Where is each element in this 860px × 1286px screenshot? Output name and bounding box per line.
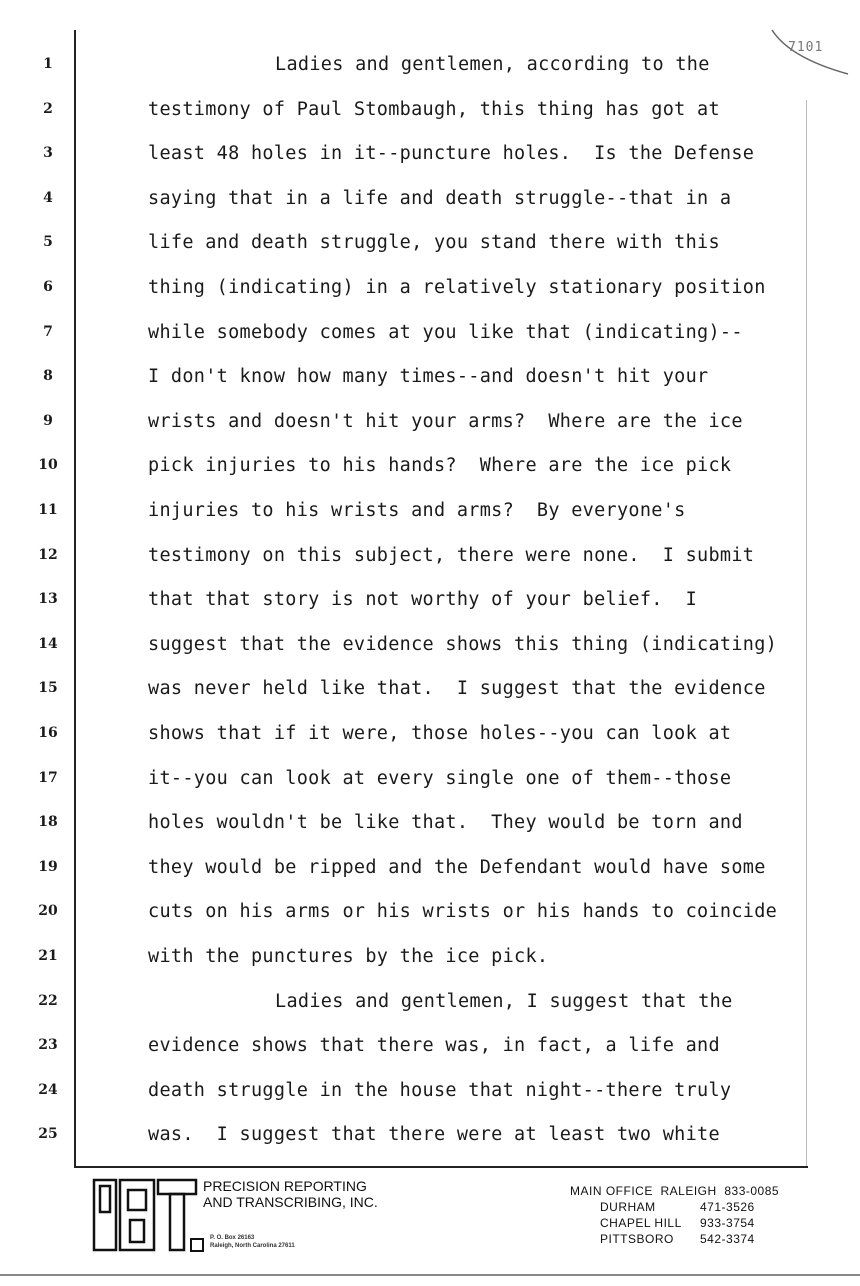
office-city: DURHAM	[600, 1200, 656, 1214]
line-text: injuries to his wrists and arms? By everyone's	[148, 500, 686, 521]
transcript-line	[0, 1076, 860, 1106]
transcript-line	[0, 318, 860, 348]
line-text: pick injuries to his hands? Where are the ice pick	[148, 455, 732, 477]
transcript-line	[0, 273, 860, 303]
bottom-margin-rule	[74, 1166, 808, 1168]
page-number: 7101	[788, 40, 824, 55]
line-text: Ladies and gentlemen, I suggest that the	[275, 990, 733, 1012]
line-number: 14	[38, 635, 58, 652]
pt-logo-icon	[90, 1176, 200, 1254]
line-number: 8	[43, 368, 53, 385]
office-list	[570, 1200, 790, 1246]
firm-address	[210, 1234, 295, 1250]
line-text: suggest that the evidence shows this thing (indicating)	[148, 633, 778, 655]
line-number: 11	[38, 502, 58, 518]
line-number: 20	[38, 903, 58, 920]
line-text: thing (indicating) in a relatively stationary position	[148, 277, 766, 298]
office-phone: 542-3374	[700, 1232, 755, 1246]
page-bottom-rule	[0, 1274, 860, 1276]
transcript-line	[0, 496, 860, 526]
line-number: 2	[43, 100, 53, 117]
transcript-line	[0, 1031, 860, 1061]
line-text: was. I suggest that there were at least two white	[148, 1124, 720, 1146]
line-text: testimony on this subject, there were none. I submit	[148, 544, 755, 566]
transcript-line	[0, 808, 860, 838]
line-text: I don't know how many times--and doesn't hit your	[148, 366, 709, 388]
line-number: 23	[38, 1037, 58, 1054]
line-text: saying that in a life and death struggle--that in a	[148, 187, 732, 209]
office-city: CHAPEL HILL	[600, 1216, 682, 1230]
transcript-line	[0, 719, 860, 749]
office-city: PITTSBORO	[600, 1232, 674, 1246]
line-text: cuts on his arms or his wrists or his hands to coincide	[148, 901, 778, 923]
line-number: 12	[38, 546, 58, 563]
firm-name-line1: PRECISION REPORTING	[203, 1178, 367, 1194]
office-block	[570, 1184, 790, 1246]
line-number: 7	[43, 323, 53, 340]
firm-name-line2: AND TRANSCRIBING, INC.	[203, 1194, 378, 1210]
transcript-line	[0, 942, 860, 972]
line-text: that that story is not worthy of your belief. I	[148, 589, 698, 611]
transcript-line	[0, 1120, 860, 1150]
line-number: 16	[38, 725, 58, 741]
line-text: Ladies and gentlemen, according to the	[275, 54, 710, 75]
transcript-line	[0, 184, 860, 214]
line-text: life and death struggle, you stand there with this	[148, 232, 720, 254]
line-number: 5	[43, 234, 53, 251]
transcript-line	[0, 630, 860, 660]
transcript-line	[0, 362, 860, 392]
line-number: 3	[43, 145, 53, 162]
firm-box-icon	[190, 1238, 204, 1252]
transcript-line	[0, 95, 860, 125]
line-text: it--you can look at every single one of them--those	[148, 767, 732, 789]
line-text: death struggle in the house that night--there truly	[148, 1079, 732, 1101]
transcript-line	[0, 50, 860, 80]
line-number: 25	[38, 1126, 58, 1143]
line-text: shows that if it were, those holes--you can look at	[148, 723, 732, 744]
transcript-line	[0, 541, 860, 571]
line-text: holes wouldn't be like that. They would be torn and	[148, 812, 743, 834]
line-number: 13	[38, 591, 58, 608]
line-text: they would be ripped and the Defendant would have some	[148, 856, 766, 878]
firm-address-line2: Raleigh, North Carolina 27611	[210, 1243, 295, 1249]
office-phone: 471-3526	[700, 1200, 755, 1214]
transcript-line	[0, 897, 860, 927]
office-row	[570, 1200, 790, 1214]
line-number: 15	[38, 680, 58, 697]
main-office: MAIN OFFICE RALEIGH 833-0085	[570, 1184, 780, 1198]
transcript-line	[0, 585, 860, 615]
line-text: testimony of Paul Stombaugh, this thing has got at	[148, 98, 720, 120]
line-number: 19	[38, 858, 58, 875]
line-text: while somebody comes at you like that (indicating)--	[148, 321, 743, 343]
transcript-line	[0, 764, 860, 794]
line-number: 6	[43, 279, 53, 295]
office-phone: 933-3754	[700, 1216, 755, 1230]
firm-address-line1: P. O. Box 26163	[210, 1235, 255, 1241]
transcript-line	[0, 987, 860, 1017]
line-number: 21	[38, 948, 58, 964]
line-text: with the punctures by the ice pick.	[148, 946, 549, 967]
line-text: least 48 holes in it--puncture holes. Is the Defense	[148, 143, 755, 165]
line-text: wrists and doesn't hit your arms? Where are the ice	[148, 410, 743, 432]
line-number: 1	[43, 56, 53, 72]
office-row	[570, 1232, 790, 1246]
line-number: 10	[38, 457, 58, 474]
office-row	[570, 1216, 790, 1230]
transcript-line	[0, 853, 860, 883]
transcript-line	[0, 451, 860, 481]
transcript-line	[0, 139, 860, 169]
transcript-line	[0, 407, 860, 437]
firm-name	[203, 1178, 378, 1210]
line-text: evidence shows that there was, in fact, a life and	[148, 1035, 720, 1057]
transcript-line	[0, 674, 860, 704]
line-number: 9	[43, 412, 53, 429]
line-number: 24	[38, 1081, 58, 1098]
transcript-line	[0, 228, 860, 258]
line-number: 22	[38, 992, 58, 1009]
line-number: 4	[43, 189, 53, 206]
line-number: 17	[38, 769, 58, 786]
line-number: 18	[38, 814, 58, 831]
line-text: was never held like that. I suggest that the evidence	[148, 678, 766, 700]
